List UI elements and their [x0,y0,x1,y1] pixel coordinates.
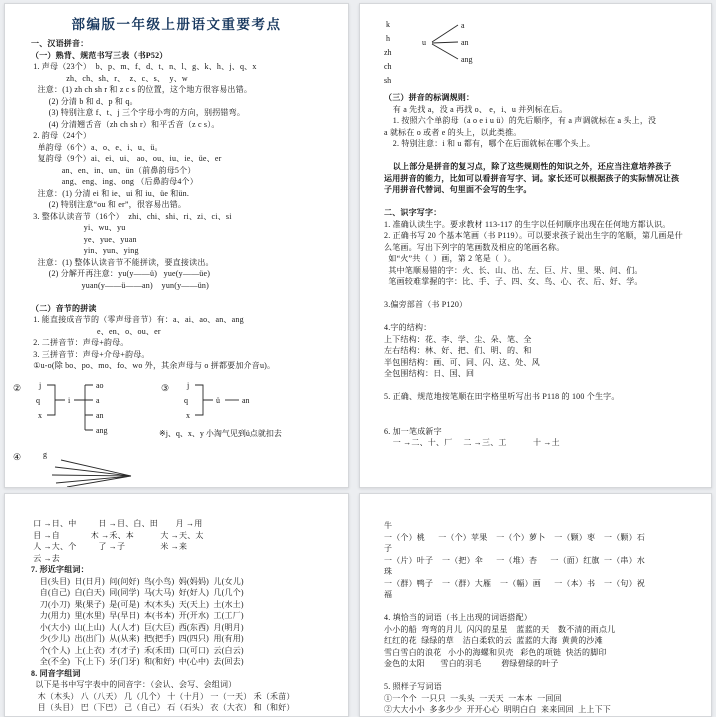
text-line: 一（片）叶子 一（把）伞 一（堆）杏 一（面）红旗 一（串）水 [384,555,645,565]
page-3 [4,493,349,717]
text-line [384,196,703,208]
text-line: 6. 加一笔成新字 [384,426,442,436]
text-line: (4) 分清翘舌音（zh ch sh r）和平舌音（z c s）。 [31,119,220,129]
text-line: 复韵母（9个）ai、ei、ui、 ao、ou、iu、ie、üe、er [31,154,222,163]
page-2 [359,3,712,488]
pinyin-spelling-diagram [9,374,341,488]
text-line: 一、汉语拼音： [31,39,89,48]
diagram-label: ang [461,55,473,64]
text-line: 人 →大、个 了 →子 米 →来 [31,542,188,551]
text-line: 牛 [384,521,393,530]
text-line: 少(少儿) 出(出门) 从(从来) 把(把手) 四(四只) 用(有用) [31,634,244,643]
text-line: 云 →去 [31,553,60,563]
text-line [384,403,703,415]
text-line: 其中笔顺易错的字：火、长、山、出、左、巨、片、里、果、问、们。 [384,265,643,275]
text-line: a 就标在 o 或者 e 的头上，以此类推。 [384,127,522,137]
diagram-label: q [184,395,188,405]
text-line: e、en、o、ou、er [31,326,161,336]
text-line: 7. 形近字组词： [31,565,89,574]
diagram-bracket [74,385,85,430]
text-line: 子 [384,544,393,553]
diagram-note: ※j、q、x、y 小淘气见到ü点就扣去 [159,428,282,438]
text-line [384,670,705,682]
diagram-label: ao [96,380,104,390]
diagram-bracket [195,385,213,415]
text-line [384,380,703,392]
text-line: 一（群）鸭子 一（群）大雁 一（幅）画 一（本）书 一（句）祝 [384,578,645,588]
diagram-label: an [96,410,104,420]
text-line: 力(用力) 里(水里) 早(早日) 本(书本) 开(开水) 工(工厂) [31,611,244,620]
text-line: 以上部分是拼音的复习点，除了这些规则性的知识之外，还应当注意培养孩子 [384,162,672,171]
text-line: 4. 填恰当的词语（书上出现的词语搭配） [384,613,532,622]
text-line: 小小的船 弯弯的月儿 闪闪的星星 蓝蓝的天 数不清的雨点儿 [384,624,616,634]
text-line: (2) 分清 b 和 d、p 和 q。 [31,96,138,106]
text-line [384,311,703,323]
text-line: 3. 三拼音节：声母+介母+韵母。 [31,349,150,359]
diagram-bracket [47,385,65,415]
text-line: 红红的花 绿绿的草 洁白柔软的云 蓝蓝的大海 黄黄的沙滩 [384,636,603,645]
page-1-text [5,38,348,372]
text-line [31,291,342,303]
diagram-label: x [186,410,190,420]
diagram-label: h [386,34,390,43]
page-3-text [5,494,348,714]
text-line: 2. 特别注意：i 和 u 都有，哪个在后面就标在哪个头上。 [384,139,596,148]
text-line [384,288,703,300]
page-title: 部编版一年级上册语文重要考点 [71,17,282,32]
diagram-label: i [68,395,71,405]
text-line: 一（个）桃 一（个）苹果 一（个）萝卜 一（颗）枣 一（颗）石 [384,532,645,542]
diagram-label: zh [384,48,392,57]
diagram-label: k [386,20,390,29]
page-4 [359,493,712,717]
text-line: 注意：(1) 分清 ei 和 ie、ui 和 iu、üe 和ün. [31,188,190,198]
diagram-label: u [422,38,426,47]
diagram-label: an [242,395,250,405]
text-line: 一 →二、十、厂 二 →三、工 十 →土 [384,438,560,447]
diagram-label: a [96,395,100,405]
page-2-text [360,92,711,449]
diagram-label: an [461,38,469,47]
text-line: an、en、in、un、ün（前鼻韵母5个） [31,165,196,175]
text-line: 金色的太阳 雪白的羽毛 碧绿碧绿的叶子 [384,659,559,668]
text-line: (2) 特别注意“ou 和 er”，很容易出错。 [31,200,187,209]
diagram-label: ② [13,382,22,393]
text-line: 2. 韵母（24个） [31,131,92,140]
text-line: ②大大小小 多多少少 开开心心 明明白白 来来回回 上上下下 [384,705,611,714]
text-line: 目(头目) 日(日月) 问(问好) 鸟(小鸟) 妈(妈妈) 儿(女儿) [31,576,244,586]
text-line: 单韵母（6个）a、o、e、i、u、ü。 [31,142,163,152]
diagram-label: g [43,449,47,459]
text-line: yuan(y——ü——an) yun(y——ün) [31,280,209,290]
text-line: ang、eng、ing、ong （后鼻韵母4个） [31,177,198,186]
text-line: 福 [384,590,393,599]
text-line: 注意：(1) 整体认读音节不能拼读，要直接读出。 [31,257,214,267]
text-line: 上下结构：花、李、学、尘、朵、笔、全 [384,334,532,344]
text-line: 8. 同音字组词 [31,668,81,678]
text-line: 雪白雪白的浪花 小小的海螺和贝壳 彩色的项链 快活的脚印 [384,647,607,657]
text-line: 3.偏旁部首（书 P120） [384,300,468,309]
diagram-label: j [39,380,42,390]
text-line: 有 a 先找 a，没 a 再找 o、 e，i、u 并列标在后。 [384,104,568,114]
diagram-bracket [85,385,93,430]
text-line: yi、wu、yu [31,223,126,232]
text-line: ①一个个 一只只 一头头 一天天 一本本 一回回 [384,693,562,703]
text-line: 目 →自 木 →禾、本 大 →天、太 [31,530,204,540]
text-line: 左右结构：林、好、把、们、明、的、和 [384,346,532,355]
diagram-label: x [38,410,42,420]
text-line: 子用拼音代替词、句里面不会写的生字。 [384,185,532,194]
text-line: 半包围结构：画、可、同、闪、这、处、风 [384,357,540,367]
diagram-fan-lines [432,25,458,59]
text-line: 1. 声母（23个） b、p、m、f、d、t、n、l、g、k、h、j、q、x [31,62,257,71]
text-line: 1. 按照六个单韵母（a o e i u ü）的先后顺序，有 a 声调就标在 a 头上，没 [384,116,657,125]
text-line: 口 →日、中 日 →目、白、田 月 →用 [31,519,203,528]
text-line: 小(大小) 山(上山) 人(人才) 巨(大巨) 西(东西) 月(明月) [31,622,244,632]
text-line: 4.字的结构： [384,323,432,332]
text-line: 运用拼音的能力，比如可以看拼音写字、词。家长还可以根据孩子的实际情况让孩 [384,173,680,183]
text-line: 1. 准确认读生字。要求教材 113-117 的生字以任何顺序出现在任何地方都认识。 [384,219,671,229]
text-line [384,601,705,613]
text-line: (3) 特别注意 f、t、j 三个字母小弯的方向，别拐错弯。 [31,108,246,117]
text-line: 2. 正确书写 20 个基本笔画（书 P119）。可以要求孩子说出生字的笔顺，第几画是什 [384,231,683,240]
text-line: yin、yun、ying [31,246,139,255]
diagram-label: ang [96,425,108,435]
text-line: 5. 照样子写词语 [384,682,442,691]
diagram-label: q [36,395,40,405]
diagram-label: a [461,21,465,30]
text-line: ①u-o(除 bo、po、mo、fo、wo 外，其余声母与 o 拼都要加介音u)。 [31,361,276,370]
text-line: zh、ch、sh、r、 z、c、s、 y、w [31,73,188,83]
diagram-label: ü [216,395,220,405]
text-line: (2) 分解开再注意：yu(y——ü) yue(y——üe) [31,269,211,278]
text-line: 自(自己) 白(白天) 同(同学) 马(大马) 好(好人) 几(几个) [31,588,244,597]
text-line: 全包围结构：日、国、回 [384,369,475,378]
text-line: 注意：(1) zh ch sh r 和 z c s 的位置，这个地方很容易出错。 [31,85,253,94]
text-line: 个(个人) 上(上衣) 才(才子) 禾(禾田) 口(可口) 云(白云) [31,645,244,655]
text-line: 2. 二拼音节：声母+韵母。 [31,338,129,347]
diagram-label: ch [384,62,392,71]
text-line [384,414,703,426]
page-1 [4,3,349,488]
diagram-label: sh [384,76,392,85]
page-4-text [360,494,711,716]
diagram-label: ④ [13,451,22,462]
text-line: ye、yue、yuan [31,234,137,244]
text-line: 如“火”共（ ）画，第 2 笔是（ ）。 [384,254,516,263]
text-line: 目（头目） 巴（下巴） 己（自己） 石（石头） 衣（大衣） 和（和好） [31,703,295,712]
text-line: 1. 能直接成音节的（零声母音节）有：a、ai、ao、an、ang [31,315,244,324]
text-line: 以下是书中写字表中的同音字：（会认、会写、会组词） [31,680,237,689]
text-line: （二）音节的拼读 [31,303,97,313]
text-line: 木（木头） 八（八天） 几（几个） 十（十月） 一（一天） 禾（禾苗） [31,691,295,701]
text-line: 全(不全) 下(上下) 牙(门牙) 和(和好) 中(心中) 去(回去) [31,657,244,666]
text-line: （三）拼音的标调规则： [384,93,475,102]
pinyin-u-combination-diagram [364,14,684,90]
text-line: 二、识字写字： [384,208,442,217]
text-line: 5. 正确、规范地按笔顺在田字格里听写出书 P118 的 100 个生字。 [384,392,620,401]
text-line: 么笔画。写出下列字的笔画数及相应的笔画名称。 [384,242,565,252]
text-line: 刀(小刀) 果(果子) 是(可是) 木(木头) 天(天上) 土(水土) [31,599,244,609]
text-line: 3. 整体认读音节（16个） zhi、chi、shi、ri、zi、ci、si [31,211,232,221]
diagram-fan-lines [52,460,131,487]
diagram-label: ③ [161,382,170,393]
text-line: 笔画较难掌握的字：比、手、子、四、女、鸟、心、衣、后、好、学。 [384,277,643,286]
diagram-label: j [187,380,190,390]
text-line: （一）熟背、规范书写三表（书P52） [31,50,168,60]
text-line: 珠 [384,567,393,576]
text-line [384,150,703,162]
